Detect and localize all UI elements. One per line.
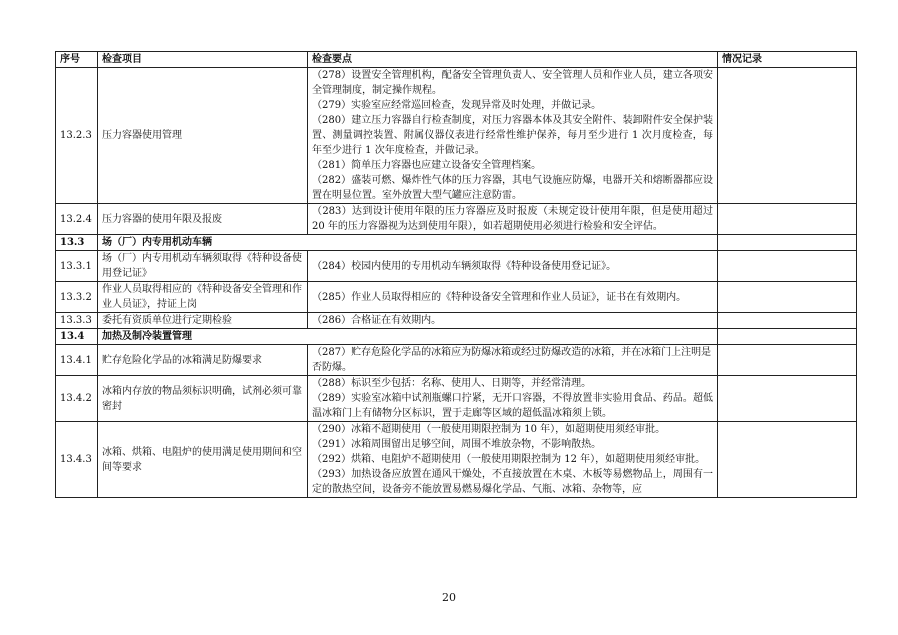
row-seq: 13.3.1 [56,251,98,282]
point-text: （278）设置安全管理机构，配备安全管理负责人、安全管理人员和作业人员，建立各项安全管理制度，制定操作规程。 [312,70,713,96]
header-seq: 序号 [56,52,98,68]
row-record [718,204,857,235]
section-seq: 13.4 [56,329,98,345]
row-seq: 13.4.3 [56,422,98,498]
point-text: （293）加热设备应放置在通风干燥处，不直接放置在木桌、木板等易燃物品上，周围有一定的散热空间，设备旁不能放置易燃易爆化学品、气瓶、冰箱、杂物等，应 [312,469,713,495]
row-seq: 13.4.2 [56,376,98,422]
row-record [718,329,857,345]
point-text: （286）合格证在有效期内。 [312,315,442,326]
point-text: （289）实验室冰箱中试剂瓶螺口拧紧，无开口容器，不得放置非实验用食品、药品。超低温冰箱门上有储物分区标识，置于走廊等区域的超低温冰箱须上锁。 [312,393,713,419]
row-seq: 13.2.3 [56,68,98,204]
row-item: 场（厂）内专用机动车辆须取得《特种设备使用登记证》 [98,251,308,282]
row-item: 冰箱、烘箱、电阻炉的使用满足使用期间和空间等要求 [98,422,308,498]
row-item: 作业人员取得相应的《特种设备安全管理和作业人员证》，持证上岗 [98,282,308,313]
row-item: 贮存危险化学品的冰箱满足防爆要求 [98,345,308,376]
row-points [308,422,718,498]
section-seq: 13.3 [56,235,98,251]
row-item: 冰箱内存放的物品须标识明确，试剂必须可靠密封 [98,376,308,422]
inspection-table [55,51,857,498]
row-record [718,251,857,282]
point-text: （288）标识至少包括：名称、使用人、日期等，并经常清理。 [312,378,592,389]
section-row [56,235,857,251]
row-record [718,345,857,376]
section-title: 加热及制冷装置管理 [98,329,718,345]
point-text: （280）建立压力容器自行检查制度，对压力容器本体及其安全附件、装卸附件安全保护装置、测量调控装置、附属仪器仪表进行经常性维护保养，每月至少进行 1 次月度检查，每年至少进行 1 次年度检查，并做记录。 [312,115,713,156]
row-item: 压力容器使用管理 [98,68,308,204]
page-number: 20 [442,591,456,604]
table-row [56,68,857,204]
section-title: 场（厂）内专用机动车辆 [98,235,718,251]
row-points [308,345,718,376]
row-points [308,68,718,204]
row-record [718,282,857,313]
row-points [308,282,718,313]
table-row [56,282,857,313]
header-points: 检查要点 [308,52,718,68]
row-seq: 13.3.3 [56,313,98,329]
section-row [56,329,857,345]
row-seq: 13.3.2 [56,282,98,313]
table-row [56,251,857,282]
row-seq: 13.2.4 [56,204,98,235]
row-record [718,313,857,329]
row-record [718,235,857,251]
table-row [56,376,857,422]
row-record [718,376,857,422]
row-points [308,204,718,235]
point-text: （285）作业人员取得相应的《特种设备安全管理和作业人员证》，证书在有效期内。 [312,291,687,303]
point-text: （284）校园内使用的专用机动车辆须取得《特种设备使用登记证》。 [312,260,617,272]
point-text: （292）烘箱、电阻炉不超期使用（一般使用期限控制为 12 年），如超期使用须经审批。 [312,454,706,465]
point-text: （291）冰箱周围留出足够空间，周围不堆放杂物，不影响散热。 [312,439,602,450]
row-seq: 13.4.1 [56,345,98,376]
point-text: （282）盛装可燃、爆炸性气体的压力容器，其电气设施应防爆，电器开关和熔断器都应设置在明显位置。室外放置大型气罐应注意防雷。 [312,175,713,201]
point-text: （281）简单压力容器也应建立设备安全管理档案。 [312,160,542,171]
table-header-row [56,52,857,68]
table-row [56,313,857,329]
row-record [718,422,857,498]
row-item: 压力容器的使用年限及报废 [98,204,308,235]
point-text: （279）实验室应经常巡回检查，发现异常及时处理，并做记录。 [312,100,602,111]
row-record [718,68,857,204]
point-text: （290）冰箱不超期使用（一般使用期限控制为 10 年），如超期使用须经审批。 [312,424,666,435]
point-text: （283）达到设计使用年限的压力容器应及时报废（未规定设计使用年限，但是使用超过 20 年的压力容器视为达到使用年限），如若超期使用必须进行检验和安全评估。 [312,206,713,232]
header-record: 情况记录 [718,52,857,68]
row-points [308,251,718,282]
row-points [308,313,718,329]
row-item: 委托有资质单位进行定期检验 [98,313,308,329]
table-row [56,345,857,376]
table-row [56,422,857,498]
table-row [56,204,857,235]
point-text: （287）贮存危险化学品的冰箱应为防爆冰箱或经过防爆改造的冰箱，并在冰箱门上注明是否防爆。 [312,347,712,373]
header-item: 检查项目 [98,52,308,68]
row-points [308,376,718,422]
